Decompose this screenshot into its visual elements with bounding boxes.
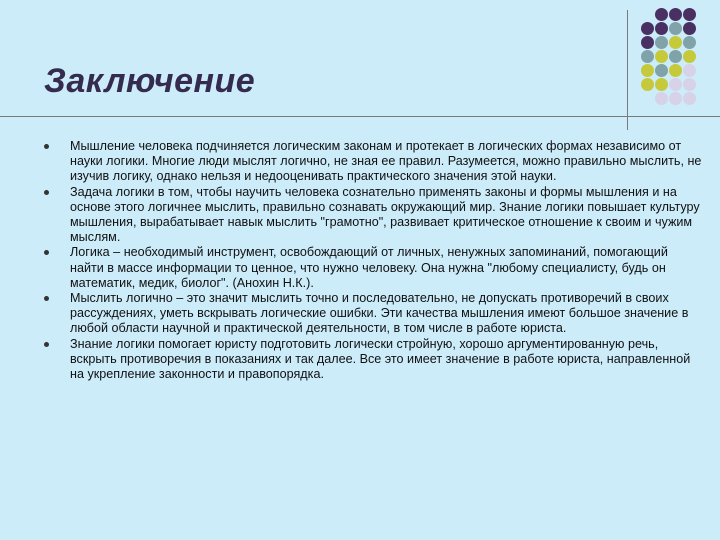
slide-title: Заключение [44, 62, 256, 100]
bullet-text: Задача логики в том, чтобы научить человека сознательно применять законы и формы мышления и на основе этого логичнее мыслить, правильно сознавать окружающий мир. Знание логики повышает культуру мышления, вырабатывает навык мыслить "грамотно", развивает критическое отношение к своим и чужим мыслям. [70, 184, 700, 245]
bullet-item [44, 245, 704, 291]
decorative-dot [641, 22, 654, 35]
decorative-dot [655, 64, 668, 77]
decorative-dot [683, 22, 696, 35]
decorative-dot [669, 64, 682, 77]
bullet-marker [44, 250, 49, 255]
bullet-marker [44, 190, 49, 195]
decorative-dot [641, 50, 654, 63]
decorative-dot [655, 78, 668, 91]
decorative-dot [641, 36, 654, 49]
decorative-dot [655, 92, 668, 105]
decorative-dot [669, 36, 682, 49]
decorative-dot [669, 22, 682, 35]
bullet-text: Мышление человека подчиняется логическим законам и протекает в логических формах независимо от науки логики. Многие люди мыслят логично, не зная ее правил. Разумеется, можно правильно мыслить, не изучив логику, однако нельзя и недооценивать практического значения этой науки. [70, 139, 702, 184]
decorative-dot [641, 64, 654, 77]
bullet-item [44, 337, 704, 383]
decorative-dot [683, 50, 696, 63]
vertical-divider [627, 10, 628, 130]
decorative-dot [683, 78, 696, 91]
bullet-list [44, 139, 704, 382]
decorative-dot [641, 78, 654, 91]
decorative-dot [655, 50, 668, 63]
decorative-dot [655, 36, 668, 49]
bullet-item [44, 291, 704, 337]
decorative-dot [683, 92, 696, 105]
bullet-marker [44, 144, 49, 149]
title-divider [0, 116, 720, 117]
decorative-dot [669, 78, 682, 91]
bullet-marker [44, 296, 49, 301]
decorative-dot [655, 8, 668, 21]
bullet-item [44, 185, 704, 246]
decorative-dot [655, 22, 668, 35]
bullet-item [44, 139, 704, 185]
decorative-dot [683, 64, 696, 77]
bullet-text: Мыслить логично – это значит мыслить точно и последовательно, не допускать противоречий в своих рассуждениях, уметь вскрывать логические ошибки. Эти качества мышления имеют большое значение в любой области научной и практической деятельности, в том числе в работе юриста. [70, 291, 689, 336]
decorative-dot [683, 8, 696, 21]
decorative-dot-grid [641, 8, 717, 108]
decorative-dot [669, 92, 682, 105]
bullet-text: Знание логики помогает юристу подготовить логически стройную, хорошо аргументированную речь, вскрыть противоречия в показаниях и так далее. Все это имеет значение в работе юриста, направленной на укрепление законности и правопорядка. [70, 336, 691, 382]
decorative-dot [669, 50, 682, 63]
bullet-text: Логика – необходимый инструмент, освобождающий от личных, ненужных запоминаний, помогающий найти в массе информации то ценное, что нужно человеку. Она нужна "любому специалисту, будь он математик, медик, биолог". (Анохин Н.К.). [70, 245, 668, 290]
decorative-dot [683, 36, 696, 49]
bullet-marker [44, 342, 49, 347]
decorative-dot [669, 8, 682, 21]
